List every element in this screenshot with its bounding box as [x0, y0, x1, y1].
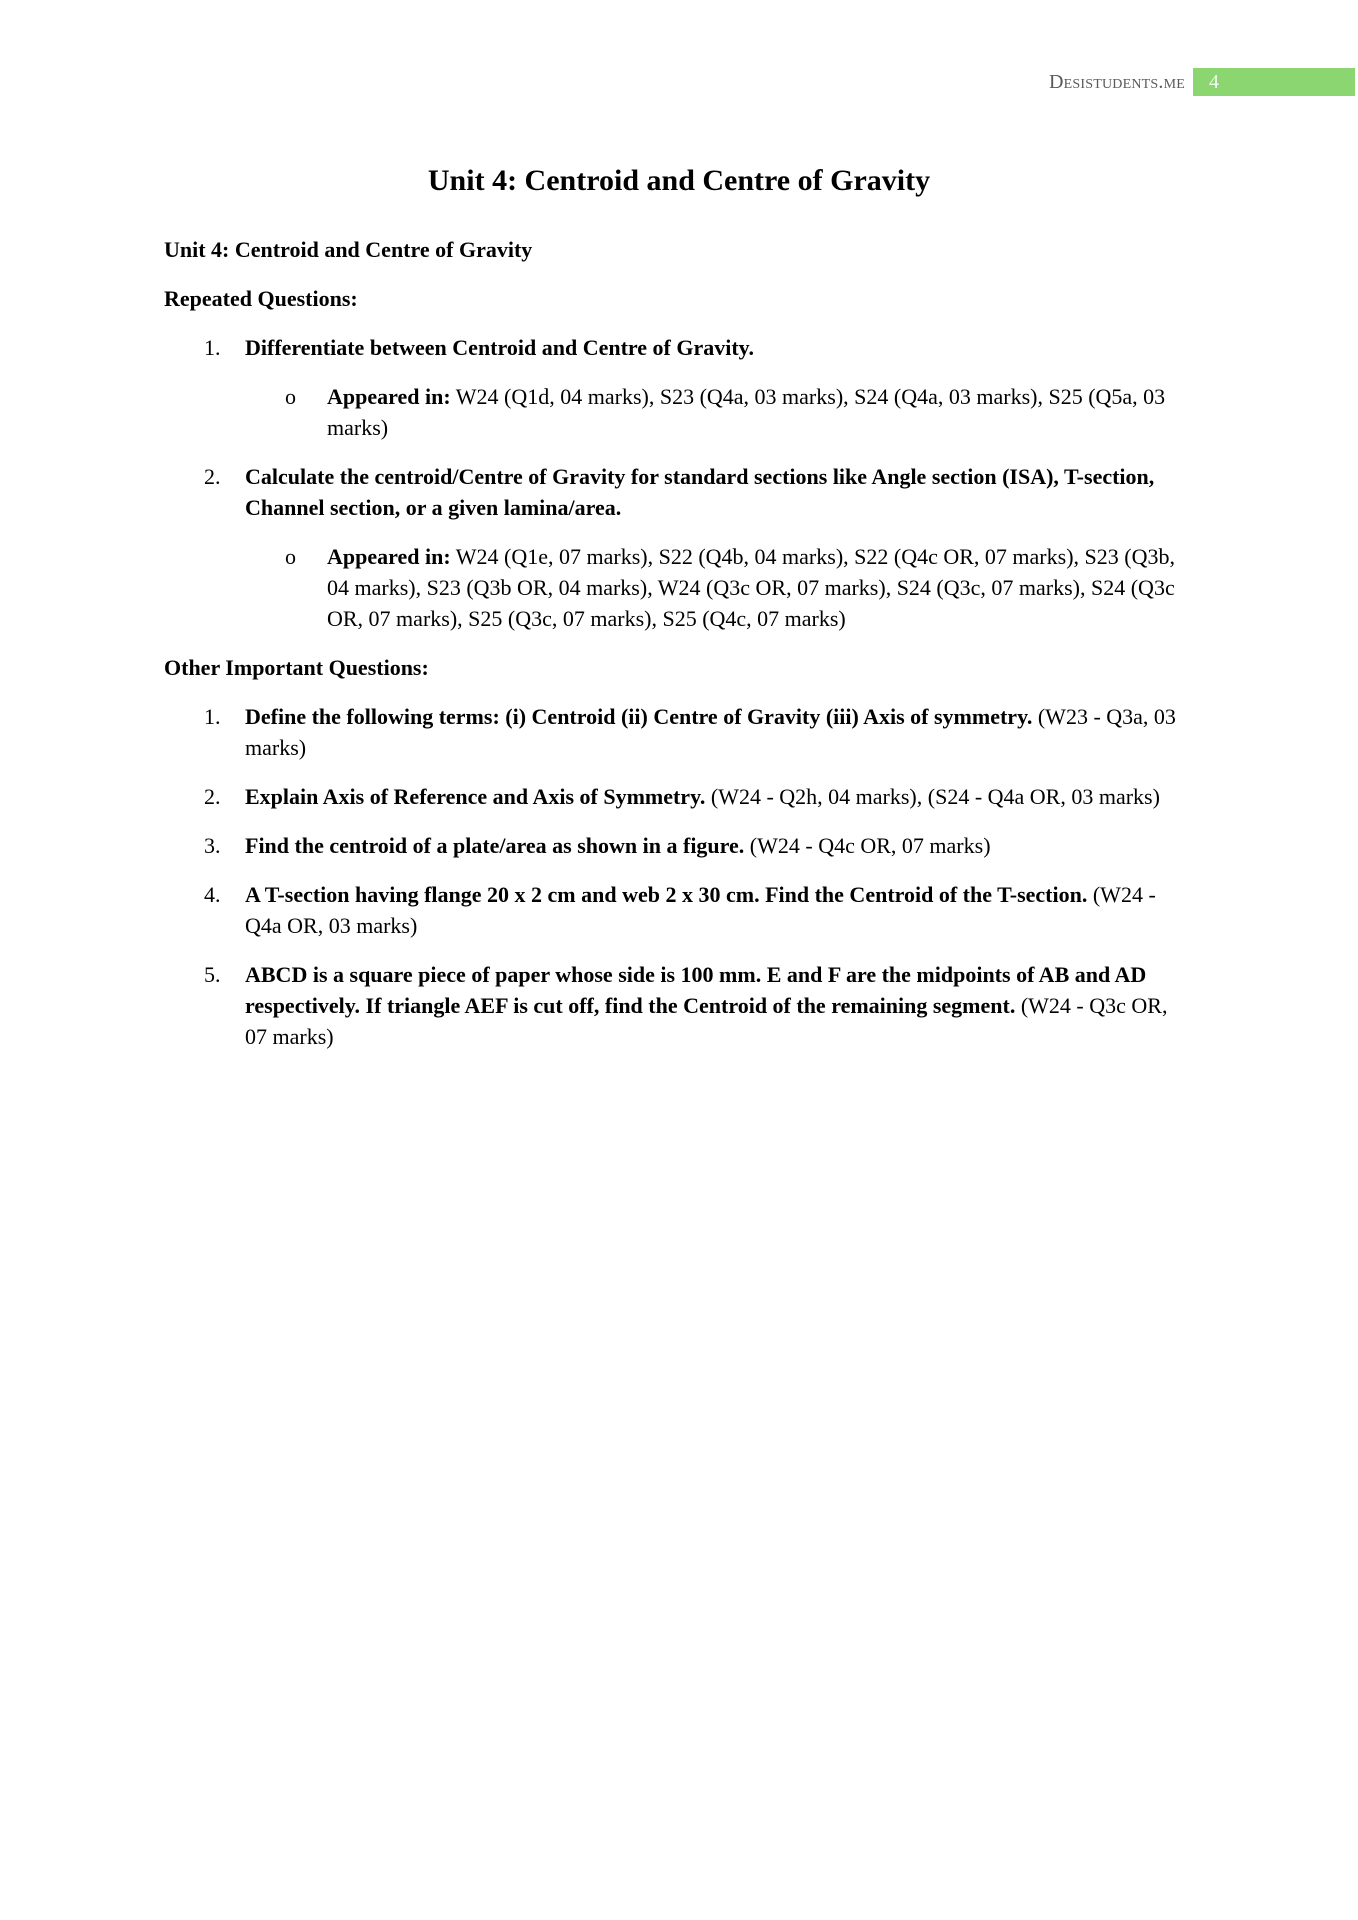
question-text: ABCD is a square piece of paper whose side is 100 mm. E and F are the midpoints of AB and AD respectively. If triangle AEF is cut off, find the Centroid of the remaining segment.	[245, 962, 1147, 1018]
page-number-badge: 4	[1193, 68, 1355, 96]
header-site-name: Desistudents.me	[1048, 71, 1185, 93]
list-number: 3.	[204, 833, 221, 858]
list-number: 2.	[204, 464, 221, 489]
repeated-questions-heading: Repeated Questions:	[164, 286, 358, 311]
question-reference: (W24 - Q4a OR, 03 marks)	[245, 882, 1156, 938]
question-text: Find the centroid of a plate/area as shown in a figure.	[245, 833, 745, 858]
question-text: Define the following terms: (i) Centroid (ii) Centre of Gravity (iii) Axis of symmetry.	[245, 704, 1033, 729]
page-title	[0, 164, 1358, 198]
circle-bullet-icon: o	[285, 384, 296, 409]
appeared-in-2	[164, 541, 1194, 634]
page-title-text: Unit 4: Centroid and Centre of Gravity	[427, 164, 931, 197]
list-number: 1.	[204, 704, 221, 729]
other-question-3	[164, 830, 1194, 861]
question-reference: (W24 - Q3c OR, 07 marks)	[245, 993, 1168, 1049]
circle-bullet-icon: o	[285, 544, 296, 569]
appeared-text: W24 (Q1d, 04 marks), S23 (Q4a, 03 marks), S24 (Q4a, 03 marks), S25 (Q5a, 03 marks)	[327, 384, 1166, 440]
question-text: Differentiate between Centroid and Centre of Gravity.	[245, 335, 754, 360]
question-reference: (W23 - Q3a, 03 marks)	[245, 704, 1176, 760]
repeated-question-1	[164, 332, 1194, 363]
other-question-4	[164, 879, 1194, 941]
question-text: A T-section having flange 20 x 2 cm and web 2 x 30 cm. Find the Centroid of the T-section.	[245, 882, 1088, 907]
other-questions-heading: Other Important Questions:	[164, 655, 429, 680]
appeared-label: Appeared in:	[327, 384, 451, 409]
appeared-label: Appeared in:	[327, 544, 451, 569]
other-question-5	[164, 959, 1194, 1052]
list-number: 2.	[204, 784, 221, 809]
question-reference: (W24 - Q2h, 04 marks), (S24 - Q4a OR, 03 marks)	[705, 784, 1160, 809]
question-text: Explain Axis of Reference and Axis of Symmetry.	[245, 784, 706, 809]
appeared-in-1	[164, 381, 1194, 443]
repeated-question-2	[164, 461, 1194, 523]
list-number: 4.	[204, 882, 221, 907]
unit-subtitle: Unit 4: Centroid and Centre of Gravity	[164, 237, 533, 262]
question-text: Calculate the centroid/Centre of Gravity for standard sections like Angle section (ISA), T-section, Channel section, or a given lamina/area.	[245, 464, 1155, 520]
other-question-2	[164, 781, 1194, 812]
document-body	[164, 234, 1194, 1070]
other-question-1	[164, 701, 1194, 763]
question-reference: (W24 - Q4c OR, 07 marks)	[744, 833, 991, 858]
appeared-text: W24 (Q1e, 07 marks), S22 (Q4b, 04 marks), S22 (Q4c OR, 07 marks), S23 (Q3b, 04 marks), S23 (Q3b OR, 04 marks), W24 (Q3c OR, 07 marks), S24 (Q3c, 07 marks), S24 (Q3c OR, 07 marks), S25 (Q3c, 07 marks), S25 (Q4c, 07 marks)	[327, 544, 1175, 631]
list-number: 1.	[204, 335, 221, 360]
list-number: 5.	[204, 962, 221, 987]
